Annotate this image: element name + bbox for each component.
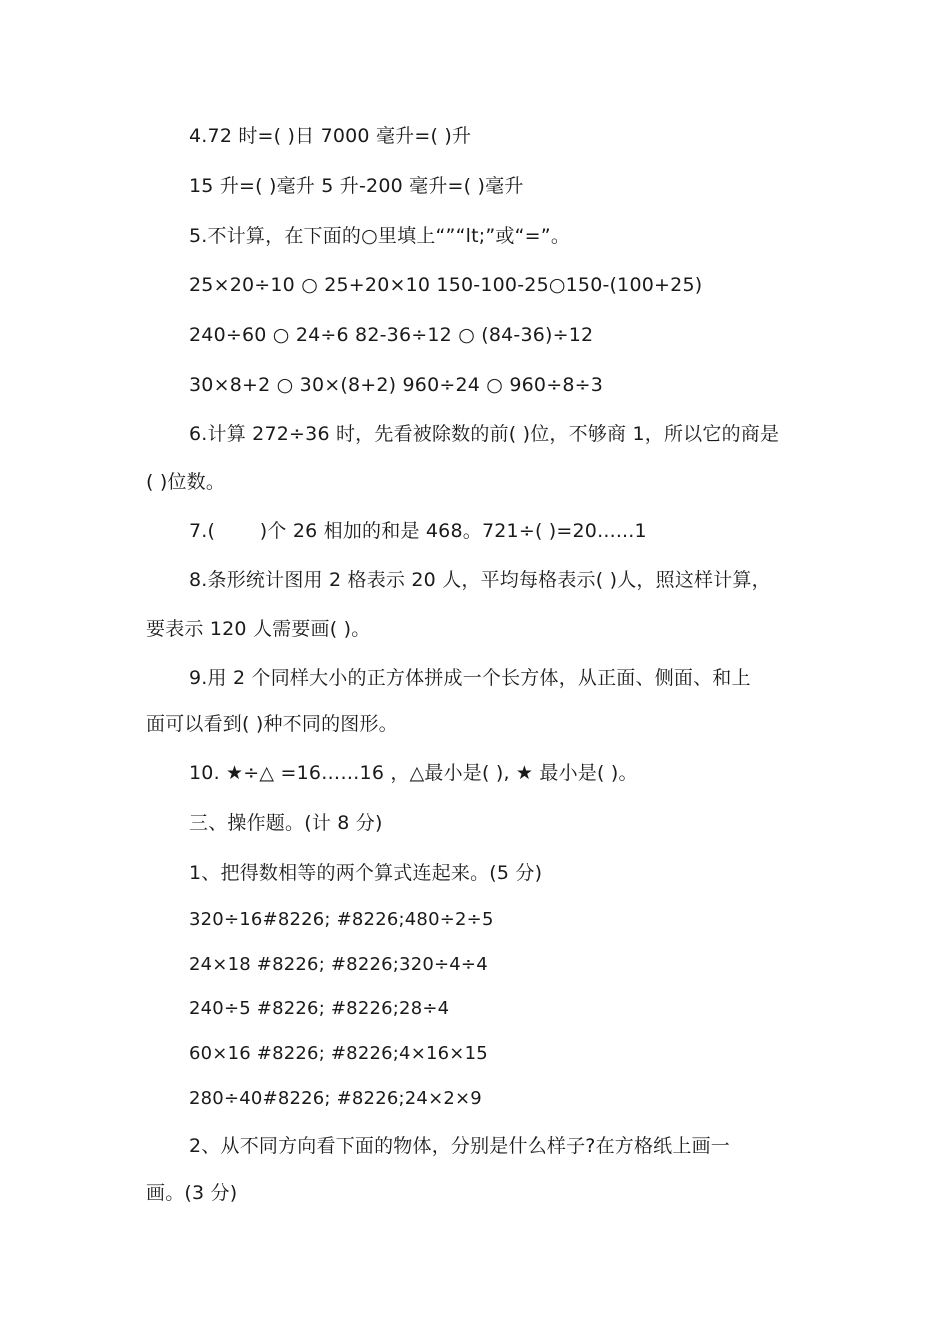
match-row-5: 280÷40#8226; #8226;24×2×9 [189,1088,482,1109]
text-line-q7: 7.( )个 26 相加的和是 468。721÷( )=20......1 [189,520,647,542]
text-line-q5: 5.不计算，在下面的○里填上“”“lt;”或“=”。 [189,225,571,247]
text-line-q10: 10. ★÷△ =16……16 ，△最小是( ), ★ 最小是( )。 [189,762,638,784]
section-heading-operations: 三、操作题。(计 8 分) [189,812,383,834]
text-line-q5-row1: 25×20÷10 ○ 25+20×10 150-100-25○150-(100+25) [189,274,703,296]
text-line-q5-row2: 240÷60 ○ 24÷6 82-36÷12 ○ (84-36)÷12 [189,324,594,346]
match-row-2: 24×18 #8226; #8226;320÷4÷4 [189,954,488,975]
match-row-3: 240÷5 #8226; #8226;28÷4 [189,998,450,1019]
text-line-q9-b: 面可以看到( )种不同的图形。 [146,713,398,735]
text-line-q4-b: 15 升=( )毫升 5 升-200 毫升=( )毫升 [189,175,524,197]
match-row-4: 60×16 #8226; #8226;4×16×15 [189,1043,488,1064]
text-line-op2-b: 画。(3 分) [146,1182,238,1204]
text-line-q6-b: ( )位数。 [146,471,226,493]
text-line-q8-a: 8.条形统计图用 2 格表示 20 人，平均每格表示( )人，照这样计算， [189,569,771,591]
text-line-q5-row3: 30×8+2 ○ 30×(8+2) 960÷24 ○ 960÷8÷3 [189,374,604,396]
text-line-op1: 1、把得数相等的两个算式连起来。(5 分) [189,862,543,884]
text-line-q9-a: 9.用 2 个同样大小的正方体拼成一个长方体，从正面、侧面、和上 [189,667,751,689]
text-line-q4-a: 4.72 时=( )日 7000 毫升=( )升 [189,125,472,147]
text-line-q6-a: 6.计算 272÷36 时，先看被除数的前( )位，不够商 1，所以它的商是 [189,423,780,445]
match-row-1: 320÷16#8226; #8226;480÷2÷5 [189,909,494,930]
text-line-op2-a: 2、从不同方向看下面的物体，分别是什么样子?在方格纸上画一 [189,1135,730,1157]
text-line-q8-b: 要表示 120 人需要画( )。 [146,618,371,640]
